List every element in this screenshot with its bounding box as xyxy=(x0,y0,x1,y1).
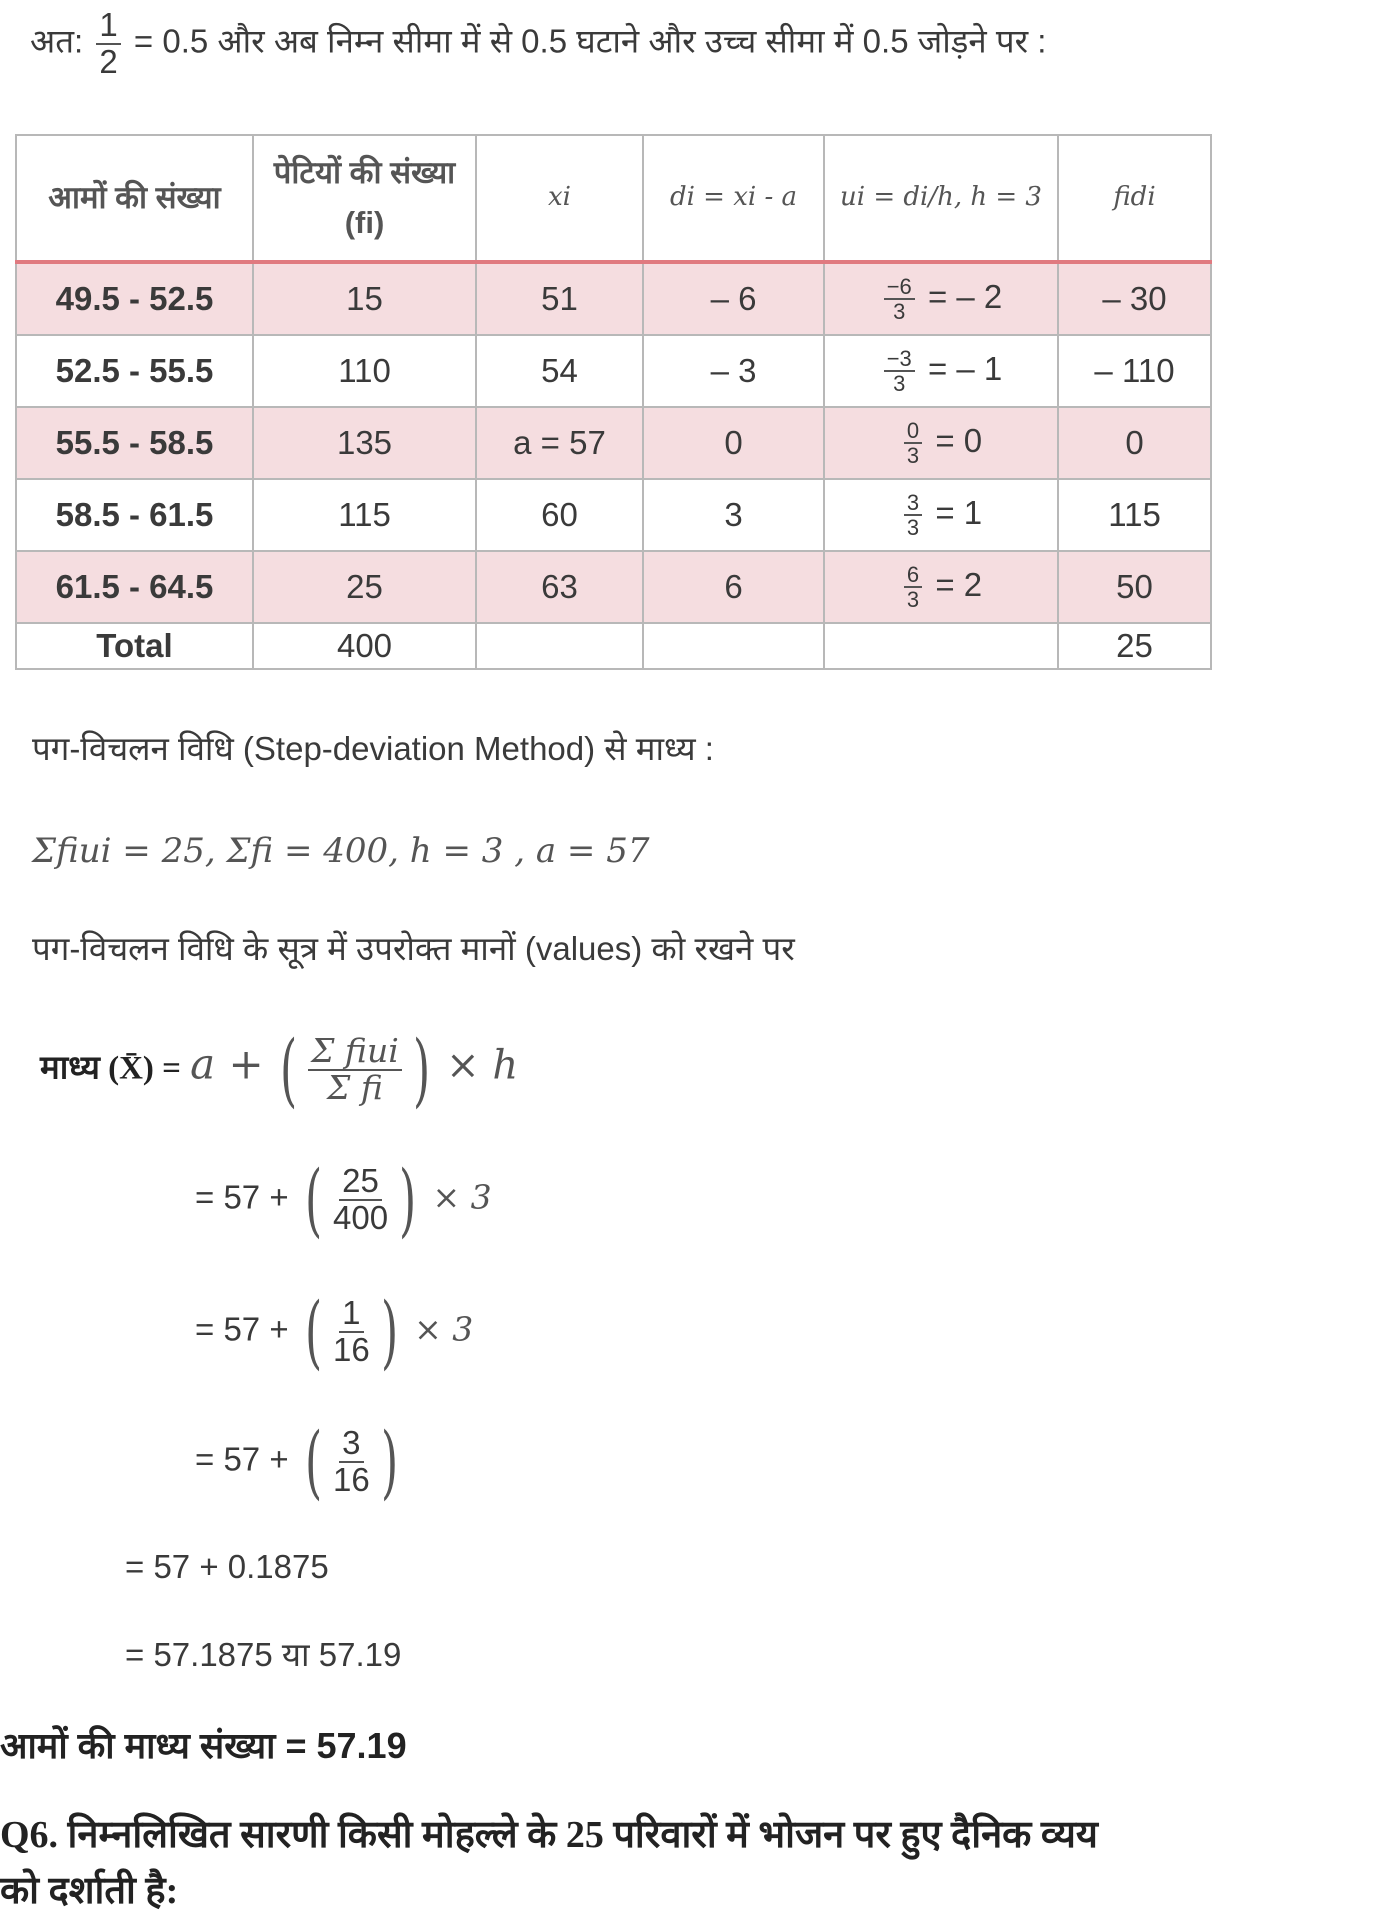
ui-cell xyxy=(824,407,1058,479)
intro-line xyxy=(30,8,1046,79)
numerator: Σ fiui xyxy=(308,1034,402,1071)
denominator: 3 xyxy=(906,515,920,540)
denominator: 16 xyxy=(332,1331,370,1368)
empty-cell xyxy=(643,623,824,669)
step-prefix: = 57 + xyxy=(195,1310,289,1348)
numerator: 1 xyxy=(339,1296,363,1333)
mid-value: 63 xyxy=(476,551,643,623)
class-interval: 55.5 - 58.5 xyxy=(16,407,253,479)
header-di: di = xi - a xyxy=(643,135,824,262)
ui-result: = – 1 xyxy=(927,349,1003,387)
fidi: – 30 xyxy=(1058,262,1211,335)
empty-cell xyxy=(824,623,1058,669)
denominator: 3 xyxy=(893,371,906,396)
numerator: 3 xyxy=(339,1426,363,1463)
total-row xyxy=(16,623,1211,669)
substitute-line: पग-विचलन विधि के सूत्र में उपरोक्त मानों (values) को रखने पर xyxy=(32,930,795,967)
step-prefix: = 57 + xyxy=(195,1178,289,1216)
step-3: = 57 + ( $\frac{3}{16}$ ) xyxy=(195,1415,398,1508)
numerator: 3 xyxy=(904,491,922,516)
intro-prefix: अत: xyxy=(30,22,84,60)
table-row xyxy=(16,479,1211,551)
denominator: 3 xyxy=(893,299,906,324)
ui-result: = 0 xyxy=(935,421,983,459)
ui-result: = 1 xyxy=(935,493,983,531)
denominator: 3 xyxy=(906,443,920,468)
numerator: 6 xyxy=(904,563,922,588)
empty-cell xyxy=(476,623,643,669)
fidi: 50 xyxy=(1058,551,1211,623)
deviation: 0 xyxy=(643,407,824,479)
total-label: Total xyxy=(16,623,253,669)
ui-cell xyxy=(824,479,1058,551)
denominator: 3 xyxy=(906,587,920,612)
intro-text: = 0.5 और अब निम्न सीमा में से 0.5 घटाने और उच्च सीमा में 0.5 जोड़ने पर : xyxy=(133,22,1047,60)
mid-value: 60 xyxy=(476,479,643,551)
step-1: = 57 + ( $\frac{25}{400}$ ) × 3 xyxy=(195,1153,492,1246)
header-ui: ui = di/h, h = 3 xyxy=(824,135,1058,262)
deviation: – 6 xyxy=(643,262,824,335)
data-table xyxy=(15,134,1212,670)
table-row xyxy=(16,262,1211,335)
frequency: 115 xyxy=(253,479,476,551)
formula-tail: × h xyxy=(446,1042,519,1089)
table-row xyxy=(16,551,1211,623)
header-mangoes: आमों की संख्या xyxy=(16,135,253,262)
sums-line: Σfiui = 25, Σfi = 400, h = 3 , a = 57 xyxy=(32,831,650,871)
mid-value: a = 57 xyxy=(476,407,643,479)
step-5: = 57.1875 या 57.19 xyxy=(125,1636,402,1673)
ui-result: = – 2 xyxy=(927,277,1003,315)
numerator: −3 xyxy=(884,347,915,372)
q6-question-line1: Q6. निम्नलिखित सारणी किसी मोहल्ले के 25 परिवारों में भोजन पर हुए दैनिक व्यय xyxy=(0,1814,1098,1856)
header-fidi: fidi xyxy=(1058,135,1211,262)
deviation: 6 xyxy=(643,551,824,623)
total-fd: 25 xyxy=(1058,623,1211,669)
step-tail: × 3 xyxy=(414,1309,474,1349)
ui-cell xyxy=(824,335,1058,407)
frequency: 110 xyxy=(253,335,476,407)
ui-cell xyxy=(824,262,1058,335)
fidi: – 110 xyxy=(1058,335,1211,407)
header-xi: xi xyxy=(476,135,643,262)
class-interval: 52.5 - 55.5 xyxy=(16,335,253,407)
step-prefix: = 57 + xyxy=(195,1440,289,1478)
deviation: – 3 xyxy=(643,335,824,407)
total-f: 400 xyxy=(253,623,476,669)
step-2: = 57 + ( $\frac{1}{16}$ ) × 3 xyxy=(195,1285,474,1378)
denominator: Σ fi xyxy=(327,1068,383,1107)
result-line: आमों की माध्य संख्या = 57.19 xyxy=(0,1725,407,1766)
ui-result: = 2 xyxy=(935,565,983,603)
numerator: 1 xyxy=(96,8,120,45)
step-tail: × 3 xyxy=(432,1177,492,1217)
mid-value: 51 xyxy=(476,262,643,335)
half-fraction xyxy=(96,8,120,79)
numerator: 25 xyxy=(339,1164,382,1201)
frequency: 135 xyxy=(253,407,476,479)
denominator: 400 xyxy=(332,1199,389,1236)
frequency: 25 xyxy=(253,551,476,623)
numerator: 0 xyxy=(904,419,922,444)
table-row xyxy=(16,407,1211,479)
deviation: 3 xyxy=(643,479,824,551)
table-header xyxy=(16,135,1211,262)
table-row xyxy=(16,335,1211,407)
class-interval: 61.5 - 64.5 xyxy=(16,551,253,623)
header-boxes: पेटियों की संख्या (fi) xyxy=(253,135,476,262)
frequency: 15 xyxy=(253,262,476,335)
denominator: 2 xyxy=(99,42,118,80)
fidi: 0 xyxy=(1058,407,1211,479)
ui-cell xyxy=(824,551,1058,623)
class-interval: 49.5 - 52.5 xyxy=(16,262,253,335)
method-heading: पग-विचलन विधि (Step-deviation Method) से माध्य : xyxy=(32,730,714,767)
denominator: 16 xyxy=(332,1461,370,1498)
numerator: −6 xyxy=(884,275,915,300)
q6-question-line2: को दर्शाती है: xyxy=(0,1870,179,1912)
mean-label: माध्य (X̄) = xyxy=(40,1050,181,1087)
formula-a: a + xyxy=(190,1039,264,1089)
step-4: = 57 + 0.1875 xyxy=(125,1548,329,1585)
class-interval: 58.5 - 61.5 xyxy=(16,479,253,551)
mid-value: 54 xyxy=(476,335,643,407)
fidi: 115 xyxy=(1058,479,1211,551)
mean-formula: माध्य (X̄) = a + ( $\frac{\text{Σ fiui}}{\text{Σ fi}}$ ) × h xyxy=(40,1023,519,1116)
